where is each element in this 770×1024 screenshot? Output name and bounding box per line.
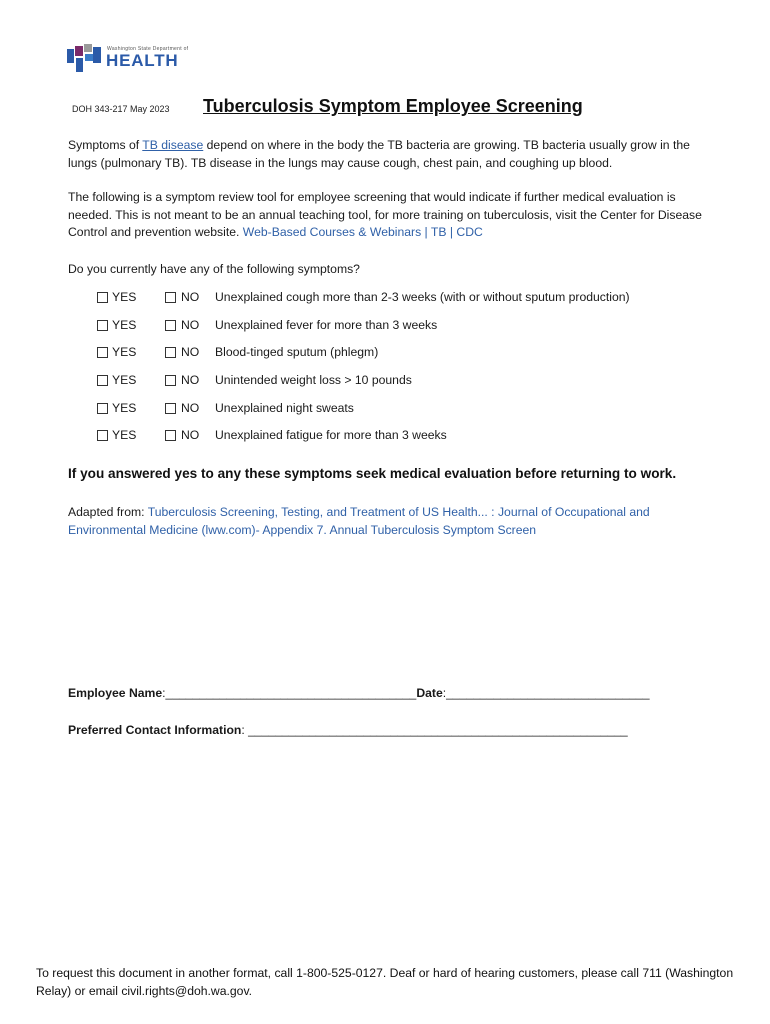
cdc-courses-link[interactable]: Web-Based Courses & Webinars | TB | CDC [242, 225, 483, 239]
no-checkbox[interactable] [165, 347, 176, 358]
yes-checkbox[interactable] [97, 347, 108, 358]
symptom-row [97, 318, 717, 336]
intro-paragraph [68, 137, 708, 172]
symptom-question: Do you currently have any of the following symptoms? [68, 262, 360, 276]
symptom-label: Blood-tinged sputum (phlegm) [215, 345, 379, 359]
adapted-from-label: Adapted from: [68, 505, 148, 519]
no-label: NO [181, 373, 200, 387]
logo-small-text: Washington State Department of [107, 46, 189, 52]
symptom-row [97, 401, 717, 419]
contact-info-label: Preferred Contact Information [68, 723, 242, 737]
contact-info-field[interactable]: : ________________________________________________________ [241, 723, 628, 737]
employee-name-date-line [68, 686, 650, 700]
tool-description-text: The following is a symptom review tool for employee screening that would indicate if further medical evaluation is needed. This is not meant to be an annual teaching tool, for more training on tuberculosis, visit the Center for Disease Control and prevention website. [68, 190, 702, 239]
no-label: NO [181, 428, 200, 442]
logo-wordmark: HEALTH [106, 51, 179, 70]
yes-label: YES [112, 318, 137, 332]
doh-logo [67, 43, 189, 75]
tb-disease-link[interactable]: TB disease [142, 138, 204, 152]
no-label: NO [181, 345, 200, 359]
symptom-row [97, 345, 717, 363]
yes-label: YES [112, 345, 137, 359]
accessibility-footer: To request this document in another format, call 1-800-525-0127. Deaf or hard of hearing customers, please call 711 (Washington Relay) or email civil.rights@doh.wa.gov. [36, 966, 734, 998]
symptom-label: Unintended weight loss > 10 pounds [215, 373, 412, 387]
symptom-row [97, 290, 717, 308]
no-checkbox[interactable] [165, 403, 176, 414]
page-title: Tuberculosis Symptom Employee Screening [203, 96, 583, 116]
no-checkbox[interactable] [165, 320, 176, 331]
document-number: DOH 343-217 May 2023 [72, 104, 170, 114]
yes-checkbox[interactable] [97, 292, 108, 303]
yes-checkbox[interactable] [97, 375, 108, 386]
tool-description-paragraph [68, 189, 708, 242]
no-checkbox[interactable] [165, 292, 176, 303]
seek-evaluation-warning: If you answered yes to any these symptoms seek medical evaluation before returning to work. [68, 466, 677, 481]
no-label: NO [181, 318, 200, 332]
adapted-from-citation [68, 504, 708, 539]
yes-checkbox[interactable] [97, 320, 108, 331]
contact-info-line [68, 723, 628, 737]
no-label: NO [181, 401, 200, 415]
yes-label: YES [112, 401, 137, 415]
no-checkbox[interactable] [165, 375, 176, 386]
yes-checkbox[interactable] [97, 403, 108, 414]
yes-checkbox[interactable] [97, 430, 108, 441]
yes-label: YES [112, 428, 137, 442]
yes-label: YES [112, 290, 137, 304]
no-checkbox[interactable] [165, 430, 176, 441]
journal-source-link[interactable]: Tuberculosis Screening, Testing, and Treatment of US Health... : Journal of Occupational and Environmental Medicine (lww.com)- Appendix 7. Annual Tuberculosis Symptom Screen [68, 505, 650, 537]
symptom-label: Unexplained cough more than 2-3 weeks (with or without sputum production) [215, 290, 630, 304]
employee-name-field[interactable]: :_____________________________________ [162, 686, 417, 700]
employee-name-label: Employee Name [68, 686, 163, 700]
date-field[interactable]: :______________________________ [442, 686, 650, 700]
symptom-label: Unexplained night sweats [215, 401, 354, 415]
date-label: Date [416, 686, 443, 700]
yes-label: YES [112, 373, 137, 387]
no-label: NO [181, 290, 200, 304]
intro-text-end: depend on where in the body the TB bacteria are growing. TB bacteria usually grow in the lungs (pulmonary TB). TB disease in the lungs may cause cough, chest pain, and coughing up blood. [68, 138, 690, 170]
symptom-row [97, 428, 717, 446]
intro-text-start: Symptoms of [68, 138, 143, 152]
symptom-label: Unexplained fever for more than 3 weeks [215, 318, 438, 332]
symptom-row [97, 373, 717, 391]
symptom-label: Unexplained fatigue for more than 3 weeks [215, 428, 447, 442]
logo-mark-icon [67, 43, 103, 75]
